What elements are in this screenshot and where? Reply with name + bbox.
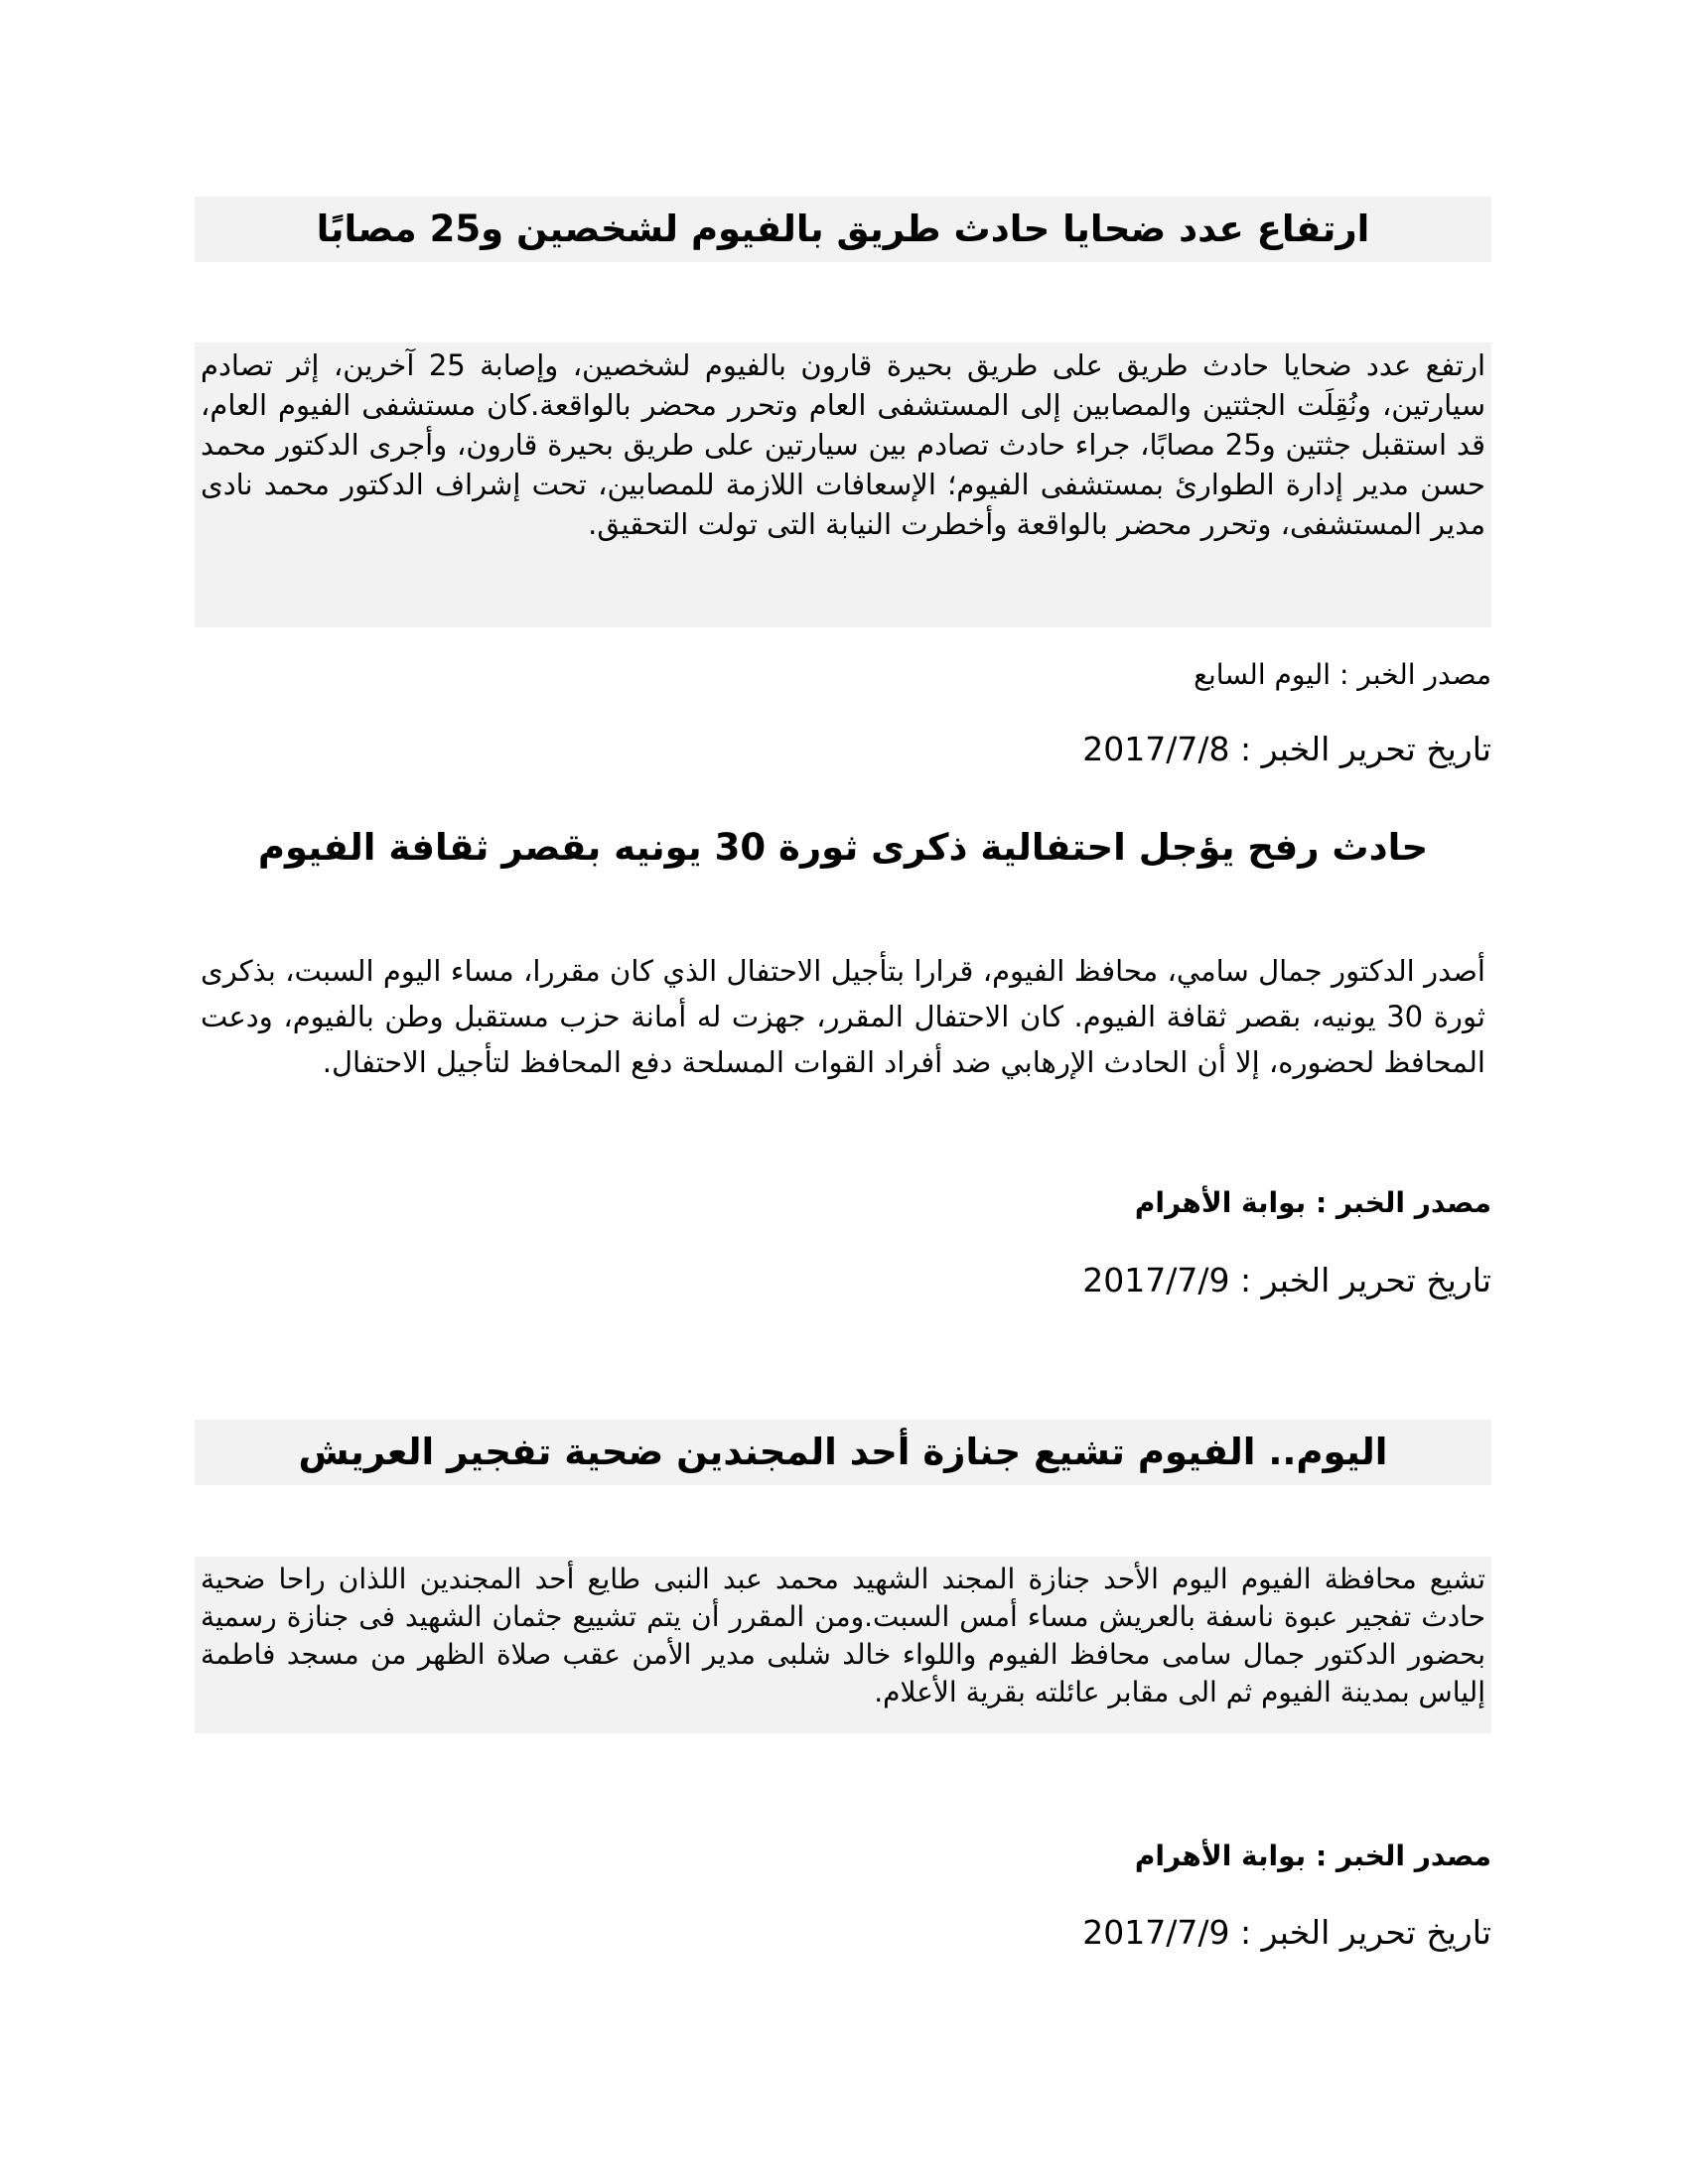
article-2-headline: حادث رفح يؤجل احتفالية ذكرى ثورة 30 يونيه بقصر ثقافة الفيوم: [257, 826, 1429, 869]
article-1-body: ارتفع عدد ضحايا حادث طريق على طريق بحيرة قارون بالفيوم لشخصين، وإصابة 25 آخرين، إثر تصادم سيارتين، ونُقِلَت الجثتين والمصابين إلى المستشفى العام وتحرر محضر بالواقعة.كان مستشفى الفيوم العام، قد استقبل جثتين و25 مصابًا، جراء حادث تصادم بين سيارتين على طريق بحيرة قارون، وأجرى الدكتور محمد حسن مدير إدارة الطوارئ بمستشفى الفيوم؛ الإسعافات اللازمة للمصابين، تحت إشراف الدكتور محمد نادى مدير المستشفى، وتحرر محضر بالواقعة وأخطرت النيابة التى تولت التحقيق.: [195, 342, 1491, 627]
article-1-source: مصدر الخبر : اليوم السابع: [1194, 658, 1491, 691]
article-3-body: تشيع محافظة الفيوم اليوم الأحد جنازة المجند الشهيد محمد عبد النبى طايع أحد المجندين اللذان راحا ضحية حادث تفجير عبوة ناسفة بالعريش مساء أمس السبت.ومن المقرر أن يتم تشييع جثمان الشهيد فى جنازة رسمية بحضور الدكتور جمال سامى محافظ الفيوم واللواء خالد شلبى مدير الأمن عقب صلاة الظهر من مسجد فاطمة إلياس بمدينة الفيوم ثم الى مقابر عائلته بقرية الأعلام.: [195, 1557, 1491, 1733]
article-2-date: تاريخ تحرير الخبر : 2017/7/9: [1082, 1261, 1491, 1299]
article-3-source: مصدر الخبر : بوابة الأهرام: [1134, 1840, 1491, 1872]
article-2-source: مصدر الخبر : بوابة الأهرام: [1134, 1186, 1491, 1219]
article-3-date: تاريخ تحرير الخبر : 2017/7/9: [1082, 1913, 1491, 1952]
article-3-headline: اليوم.. الفيوم تشيع جنازة أحد المجندين ضحية تفجير العريش: [195, 1420, 1491, 1485]
article-1-headline: ارتفاع عدد ضحايا حادث طريق بالفيوم لشخصين و25 مصابًا: [195, 197, 1491, 262]
article-1-date: تاريخ تحرير الخبر : 2017/7/8: [1082, 730, 1491, 768]
article-2-body: أصدر الدكتور جمال سامي، محافظ الفيوم، قرارا بتأجيل الاحتفال الذي كان مقررا، مساء اليوم السبت، بذكرى ثورة 30 يونيه، بقصر ثقافة الفيوم. كان الاحتفال المقرر، جهزت له أمانة حزب مستقبل وطن بالفيوم، ودعت المحافظ لحضوره، إلا أن الحادث الإرهابي ضد أفراد القوات المسلحة دفع المحافظ لتأجيل الاحتفال.: [201, 954, 1485, 1079]
